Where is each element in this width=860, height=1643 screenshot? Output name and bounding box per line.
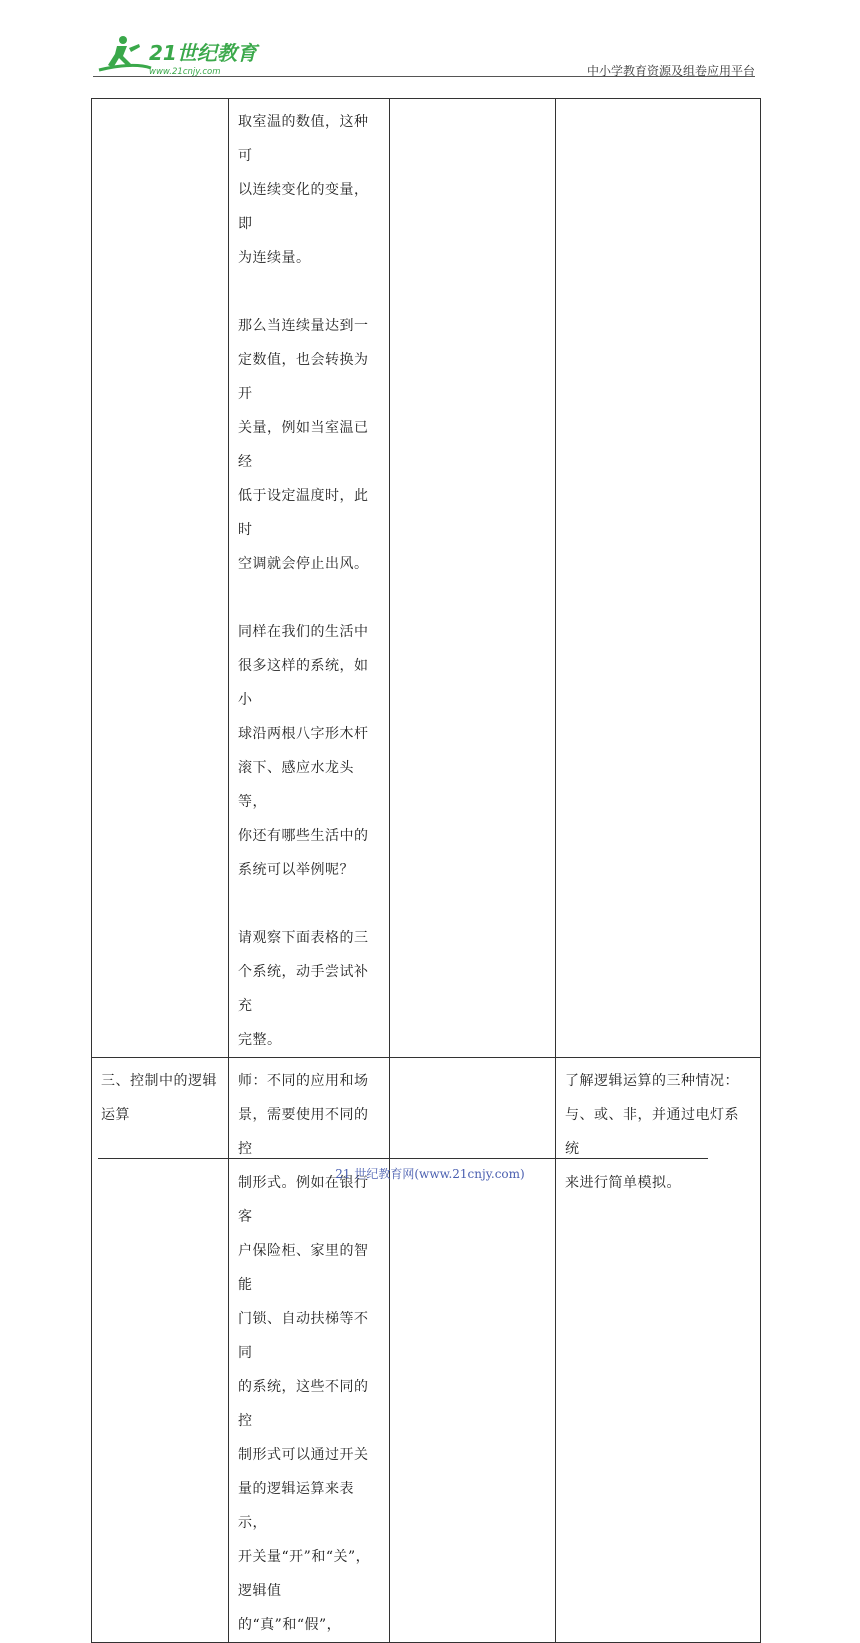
- stage-title: 三、控制中的逻辑 运算: [101, 1073, 217, 1123]
- platform-title: 中小学教育资源及组卷应用平台: [586, 64, 755, 78]
- lesson-table: [91, 98, 761, 1643]
- cell-teacher-activity: [229, 99, 390, 1058]
- cell-stage: [92, 99, 229, 1058]
- cell-teacher-activity: [229, 1058, 390, 1643]
- cell-stage: [92, 1058, 229, 1643]
- paragraph: 了解逻辑运算的三种情况： 与、或、非，并通过电灯系统 来进行简单模拟。: [565, 1073, 739, 1191]
- table-row: [92, 99, 761, 1058]
- logo-url: www.21cnjy.com: [149, 67, 221, 77]
- paragraph: 那么当连续量达到一 定数值，也会转换为开 关量，例如当室温已经 低于设定温度时，此时 空调就会停止出风。: [238, 318, 369, 572]
- logo-21cnjy: [93, 34, 263, 78]
- paragraph: 取室温的数值，这种可 以连续变化的变量，即 为连续量。: [238, 114, 369, 266]
- footer-divider: [98, 1158, 708, 1159]
- header-divider: [93, 76, 755, 77]
- cell-design-intent: [556, 1058, 761, 1643]
- footer-link[interactable]: 21 世纪教育网(www.21cnjy.com): [335, 1167, 525, 1181]
- cell-student-activity: [390, 99, 556, 1058]
- cell-design-intent: [556, 99, 761, 1058]
- cell-student-activity: [390, 1058, 556, 1643]
- paragraph: 师：不同的应用和场 景，需要使用不同的控 制形式。例如在银行客 户保险柜、家里的智能 门锁、自动扶梯等不同 的系统，这些不同的控 制形式可以通过开关 量的逻辑运算来表示， 开关量“开”和“关”， 逻辑值的“真”和“假”，: [238, 1073, 371, 1633]
- paragraph: 同样在我们的生活中 很多这样的系统，如小 球沿两根八字形木杆 滚下、感应水龙头等， 你还有哪些生活中的 系统可以举例呢？: [238, 624, 369, 878]
- table-row: [92, 1058, 761, 1643]
- logo-wordmark: 21世纪教育: [149, 41, 257, 65]
- page-header: [93, 28, 755, 78]
- paragraph: 请观察下面表格的三 个系统，动手尝试补充 完整。: [238, 930, 369, 1048]
